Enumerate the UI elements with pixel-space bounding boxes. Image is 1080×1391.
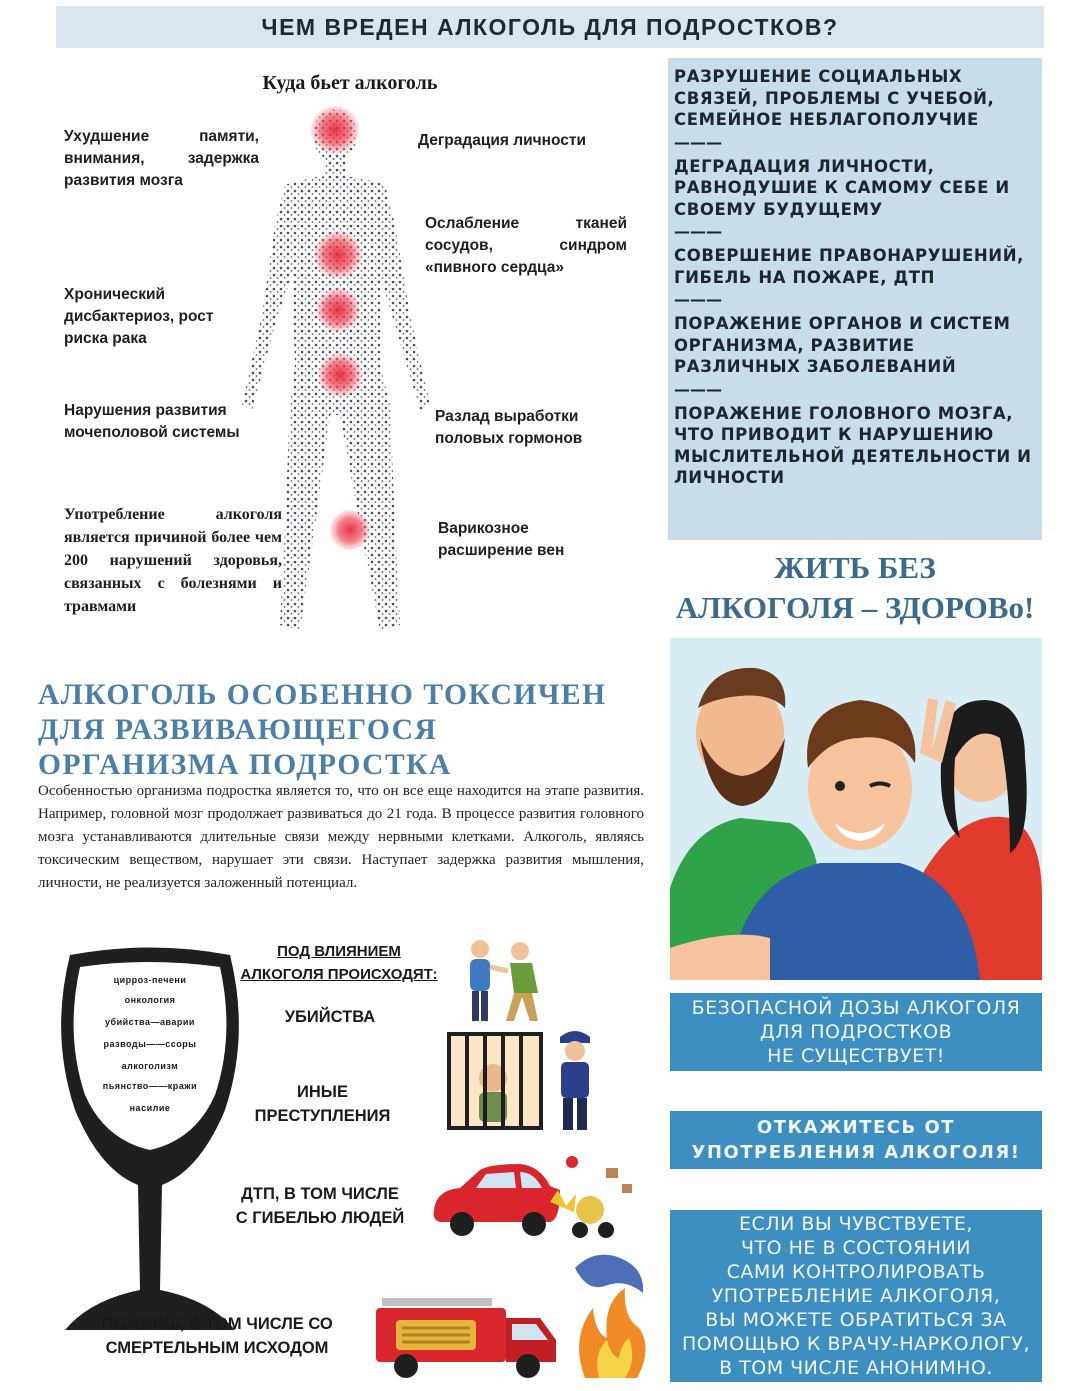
toxic-heading-line-2: ДЛЯ РАЗВИВАЮЩЕГОСЯ [38, 714, 438, 746]
refuse-line-1: ОТКАЖИТЕСЬ ОТ [756, 1117, 956, 1138]
under-influence-line-2: АЛКОГОЛЯ ПРОИСХОДЯТ: [240, 966, 438, 983]
divider: ——— [674, 222, 722, 241]
slogan-line-1: ЖИТЬ БЕЗ [774, 550, 936, 585]
slogan-line-2: АЛКОГОЛЯ – ЗДОРОВо! [675, 590, 1035, 625]
glass-word: пьянство——кражи [102, 1081, 198, 1091]
help-line-6: ПОМОЩЬЮ К ВРАЧУ-НАРКОЛОГУ, [681, 1333, 1031, 1355]
toxic-heading-line-3: ОРГАНИЗМА ПОДРОСТКА [38, 749, 452, 781]
car-crash-illustration [430, 1150, 640, 1242]
seek-help-box [670, 1210, 1042, 1382]
crime-other [230, 1080, 415, 1128]
refuse-alcohol-box [670, 1111, 1042, 1169]
human-body-figure [230, 105, 470, 650]
label-200-disorders: Употребление алкоголя является причиной более чем 200 нарушений здоровья, связанных с болезнями и травмами [64, 506, 282, 615]
help-line-2: ЧТО НЕ В СОСТОЯНИИ [740, 1237, 971, 1259]
consequence-brain: ПОРАЖЕНИЕ ГОЛОВНОГО МОЗГА, ЧТО ПРИВОДИТ К НАРУШЕНИЮ МЫСЛИТЕЛЬНОЙ ДЕЯТЕЛЬНОСТИ И ЛИЧНОСТИ [674, 403, 1032, 487]
no-safe-dose-line-3: НЕ СУЩЕСТВУЕТ! [767, 1045, 945, 1067]
consequence-degradation: ДЕГРАДАЦИЯ ЛИЧНОСТИ, РАВНОДУШИЕ К САМОМУ СЕБЕ И СВОЕМУ БУДУЩЕМУ [674, 156, 1010, 219]
prison-bars-illustration [445, 1030, 545, 1132]
divider: ——— [674, 379, 722, 399]
help-line-7: В ТОМ ЧИСЛЕ АНОНИМНО. [719, 1357, 993, 1379]
label-vessels: Ослабление тканей сосудов, синдром «пивного сердца» [425, 215, 627, 276]
toxic-heading-line-1: АЛКОГОЛЬ ОСОБЕННО ТОКСИЧЕН [38, 679, 607, 711]
help-line-4: УПОТРЕБЛЕНИЕ АЛКОГОЛЯ, [711, 1285, 1001, 1307]
crime-line-1: ПОЖАРЫ, В ТОМ ЧИСЛЕ СО [101, 1315, 333, 1333]
glass-word: разводы——ссоры [103, 1039, 197, 1049]
help-line-1: ЕСЛИ ВЫ ЧУВСТВУЕТЕ, [739, 1213, 973, 1235]
toxic-paragraph: Особенностью организма подростка является то, что он все еще находится на этапе развития. Например, головной мозг продолжает развиваться до 21 года. В процессе развития головного мозга устанавливаются длительные связи между нервными клетками. Алкоголь, являясь токсическим веществом, нарушает эти связи. Наступает задержка развития мышления, личности, не реализуется заложенный потенциал. [38, 783, 644, 891]
glass-word: насилие [129, 1103, 171, 1113]
crime-murders [250, 1005, 410, 1029]
crime-line-1: ИНЫЕ [297, 1083, 348, 1101]
label-memory: Ухудшение памяти, внимания, задержка развития мозга [64, 128, 259, 189]
hotspot-knee [330, 510, 370, 550]
glass-word: убийства—аварии [105, 1017, 195, 1027]
crime-fires [62, 1312, 372, 1360]
consequences-panel [668, 58, 1042, 540]
no-safe-dose-box [670, 993, 1042, 1071]
fire-illustration [565, 1248, 653, 1378]
glass-word: цирроз-печени [113, 975, 187, 985]
refuse-line-2: УПОТРЕБЛЕНИЯ АЛКОГОЛЯ! [691, 1142, 1021, 1163]
fight-illustration [458, 935, 550, 1025]
hotspot-stomach [316, 288, 360, 332]
label-degradation: Деградация личности [418, 132, 587, 149]
crime-line-2: С ГИБЕЛЬЮ ЛЮДЕЙ [235, 1209, 405, 1227]
crime-line-2: ПРЕСТУПЛЕНИЯ [254, 1107, 391, 1125]
under-influence-heading [232, 940, 446, 986]
toxic-heading [38, 678, 658, 783]
glass-word: алкоголизм [121, 1061, 179, 1071]
label-urogenital: Нарушения развития мочеполовой системы [64, 402, 240, 441]
crime-line-1: ДТП, В ТОМ ЧИСЛЕ [241, 1185, 399, 1203]
no-safe-dose-line-2: ДЛЯ ПОДРОСТКОВ [759, 1021, 953, 1043]
wine-glass-icon [50, 945, 250, 1340]
hotspot-pelvis [318, 353, 362, 397]
happy-friends-illustration [670, 638, 1042, 980]
body-map-title: Куда бьет алкоголь [262, 72, 438, 94]
crime-line-2: СМЕРТЕЛЬНЫМ ИСХОДОМ [105, 1339, 329, 1357]
help-line-5: ВЫ МОЖЕТЕ ОБРАТИТЬСЯ ЗА [705, 1309, 1007, 1331]
crime-line-1: УБИЙСТВА [284, 1008, 376, 1026]
label-varicose: Варикозное расширение вен [438, 520, 565, 559]
fire-truck-illustration [372, 1290, 562, 1380]
police-officer-illustration [550, 1025, 600, 1135]
consequence-offenses: СОВЕРШЕНИЕ ПРАВОНАРУШЕНИЙ, ГИБЕЛЬ НА ПОЖАРЕ, ДТП [674, 246, 1024, 287]
no-safe-dose-line-1: БЕЗОПАСНОЙ ДОЗЫ АЛКОГОЛЯ [691, 997, 1021, 1019]
hotspot-heart [314, 231, 362, 279]
help-line-3: САМИ КОНТРОЛИРОВАТЬ [726, 1261, 986, 1283]
label-dysbacteriosis: Хронический дисбактериоз, рост риска рака [64, 286, 214, 347]
label-hormones: Разлад выработки половых гормонов [435, 408, 583, 447]
page-title: ЧЕМ ВРЕДЕН АЛКОГОЛЬ ДЛЯ ПОДРОСТКОВ? [261, 13, 839, 40]
crime-accidents [210, 1182, 430, 1230]
slogan [660, 548, 1050, 628]
glass-word: онкология [124, 995, 176, 1005]
consequence-organs: ПОРАЖЕНИЕ ОРГАНОВ И СИСТЕМ ОРГАНИЗМА, РАЗВИТИЕ РАЗЛИЧНЫХ ЗАБОЛЕВАНИЙ [674, 314, 1011, 376]
hotspot-brain [311, 106, 359, 154]
header-banner [56, 6, 1044, 48]
consequence-social: РАЗРУШЕНИЕ СОЦИАЛЬНЫХ СВЯЗЕЙ, ПРОБЛЕМЫ С УЧЕБОЙ, СЕМЕЙНОЕ НЕБЛАГОПОЛУЧИЕ [674, 67, 995, 129]
divider: ——— [674, 132, 722, 152]
under-influence-line-1: ПОД ВЛИЯНИЕМ [277, 943, 401, 960]
divider: ——— [674, 290, 722, 309]
